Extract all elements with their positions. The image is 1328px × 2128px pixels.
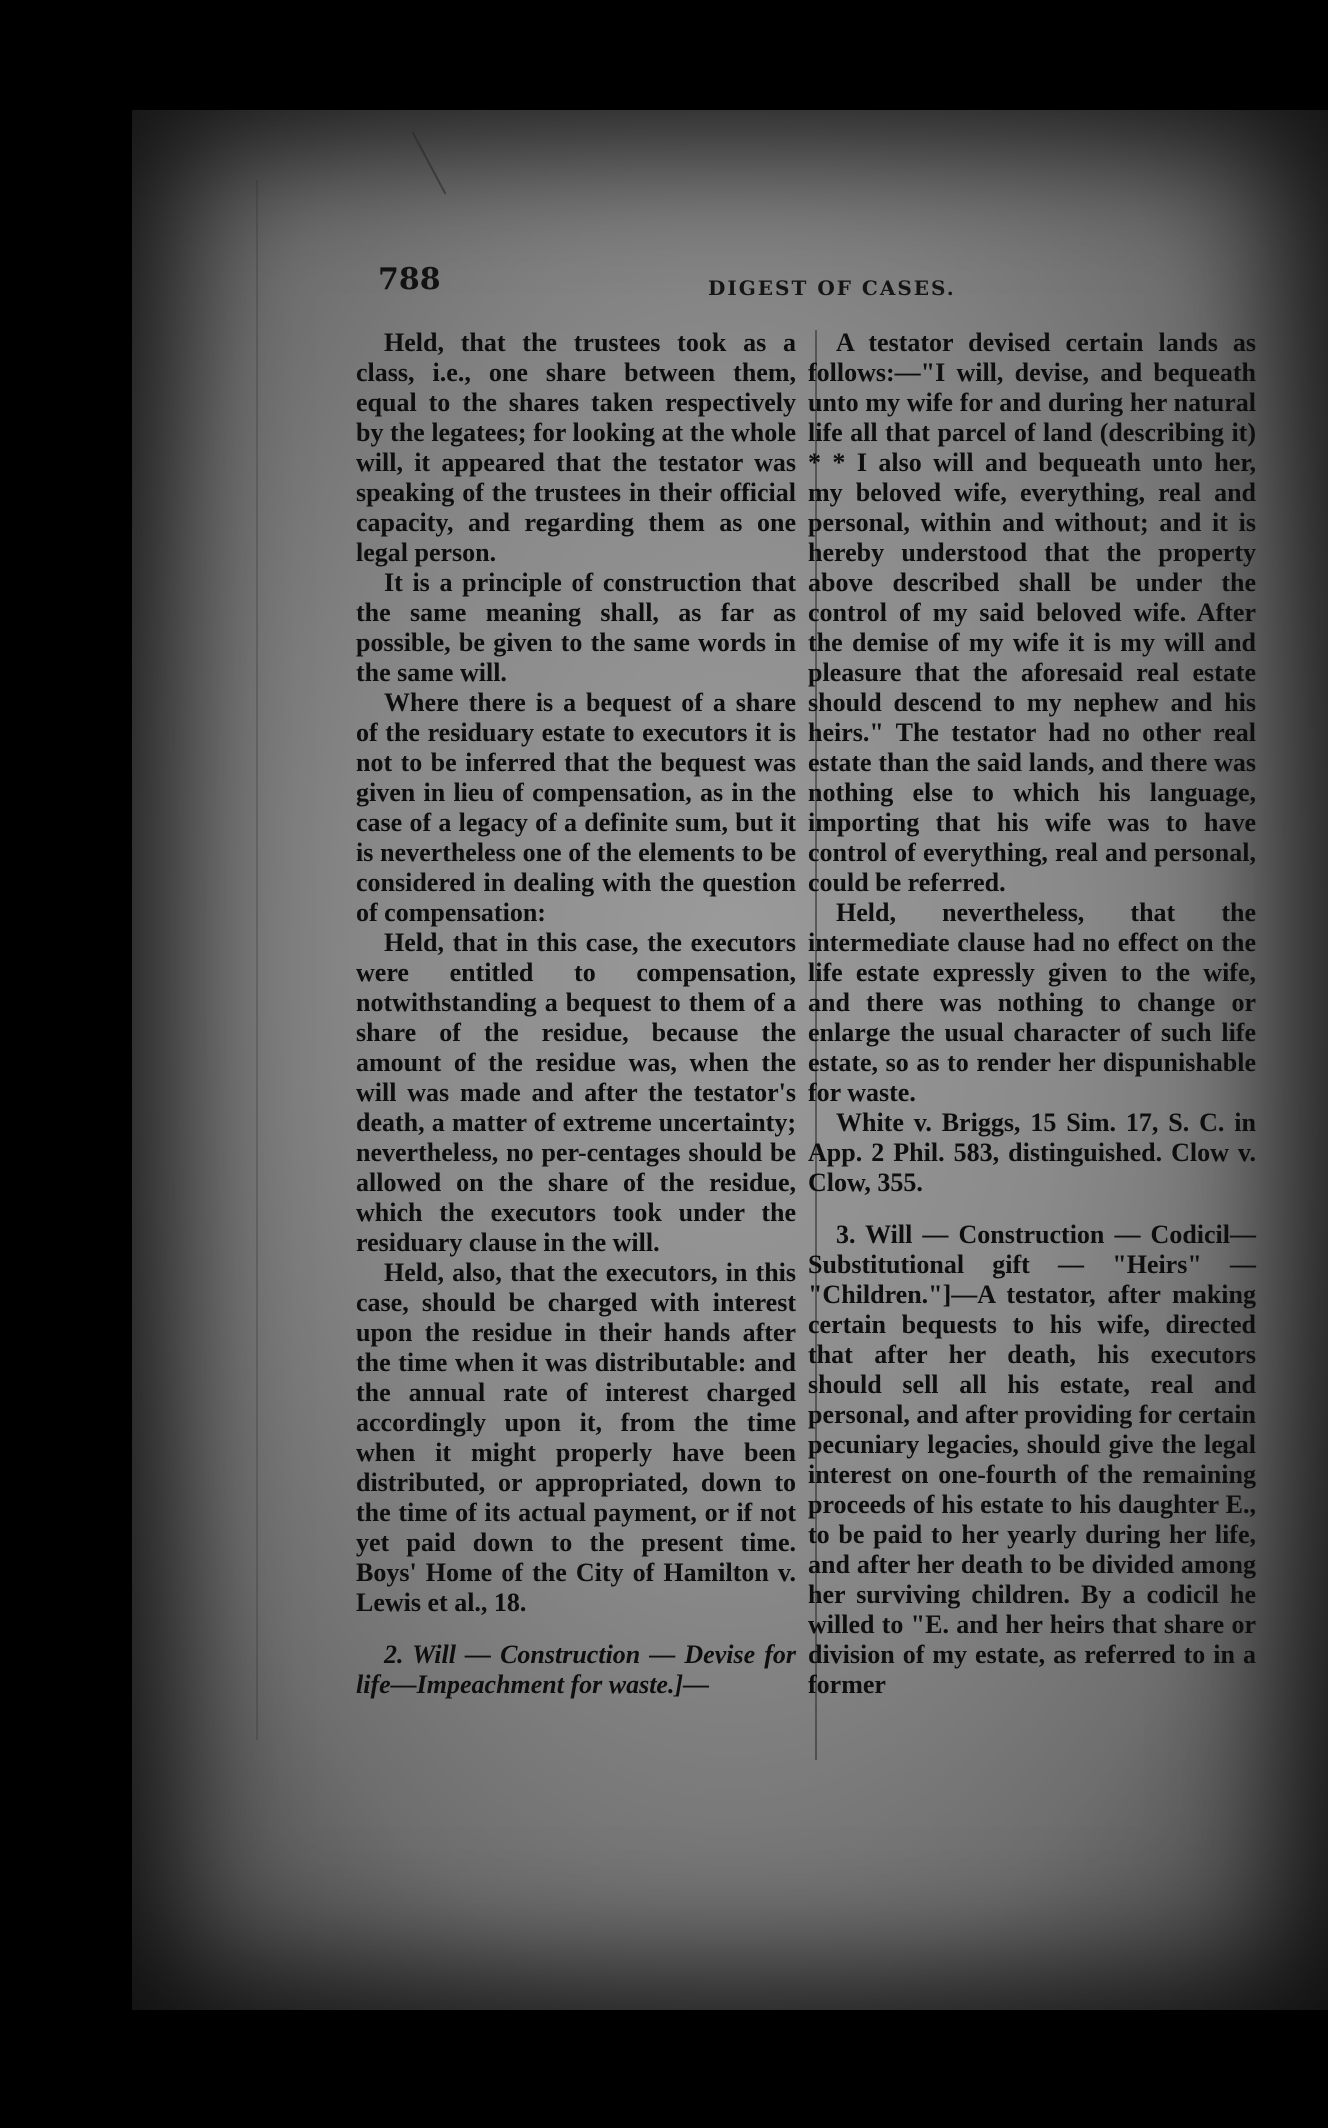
left-paragraph: Held, that the trustees took as a class, i.e., one share between them, equal to the shares taken respectively by the legatees; for looking at the whole will, it appeared that the testator was speaking of the trustees in their official capacity, and regarding them as one legal person. [356,328,796,567]
citation: White v. Briggs, 15 Sim. 17, S. C. in App. 2 Phil. 583, distinguished. Clow v. Clow, 355. [808,1108,1256,1197]
right-paragraph: A testator devised certain lands as follows:—"I will, devise, and bequeath unto my wife for and during her natural life all that parcel of land (describing it) * * I also will and bequeath unto her, my beloved wife, everything, real and personal, within and without; and it is hereby understood that the property above described shall be under the control of my said beloved wife. After the demise of my wife it is my will and pleasure that the aforesaid real estate should descend to my nephew and his heirs." The testator had no other real estate than the said lands, and there was nothing else to which his language, importing that his wife was to have control of everything, real and personal, could be referred. [808,328,1256,897]
left-paragraph: Held, also, that the executors, in this case, should be charged with interest upon the residue in their hands after the time when it was distributable: and the annual rate of interest charged accordingly upon it, from the time when it might properly have been distributed, or appropriated, down to the time of its actual payment, or if not yet paid down to the present time. Boys' Home of the City of Hamilton v. Lewis et al., 18. [356,1258,796,1617]
right-column [808,328,1256,1700]
page-edge-line [256,180,258,1740]
page-number: 788 [378,262,441,297]
running-head: DIGEST OF CASES. [708,276,956,300]
left-paragraph: Held, that in this case, the executors were entitled to compensation, notwithstanding a bequest to them of a share of the residue, because the amount of the residue was, when the will was made and after the testator's death, a matter of extreme uncertainty; nevertheless, no per-centages should be allowed on the share of the residue, which the executors took under the residuary clause in the will. [356,928,796,1257]
left-paragraph: Where there is a bequest of a share of the residuary estate to executors it is not to be inferred that the bequest was given in lieu of compensation, as in the case of a legacy of a definite sum, but it is nevertheless one of the elements to be considered in dealing with the question of compensation: [356,688,796,927]
left-column [356,328,796,1700]
case-heading: 3. Will — Construction — Codicil— Substitutional gift — "Heirs" — "Children."]—A testator, after making certain bequests to his wife, directed that after her death, his executors should sell all his estate, real and personal, and after providing for certain pecuniary legacies, should give the legal interest on one-fourth of the remaining proceeds of his estate to his daughter E., to be paid to her yearly during her life, and after her death to be divided among her surviving children. By a codicil he willed to "E. and her heirs that share or division of my estate, as referred to in a former [808,1220,1256,1699]
right-paragraph: Held, nevertheless, that the intermediate clause had no effect on the life estate expressly given to the wife, and there was nothing to change or enlarge the usual character of such life estate, so as to render her dispunishable for waste. [808,898,1256,1107]
case-heading: 2. Will — Construction — Devise for life—Impeachment for waste.]— [356,1640,796,1699]
left-paragraph: It is a principle of construction that the same meaning shall, as far as possible, be given to the same words in the same will. [356,568,796,687]
